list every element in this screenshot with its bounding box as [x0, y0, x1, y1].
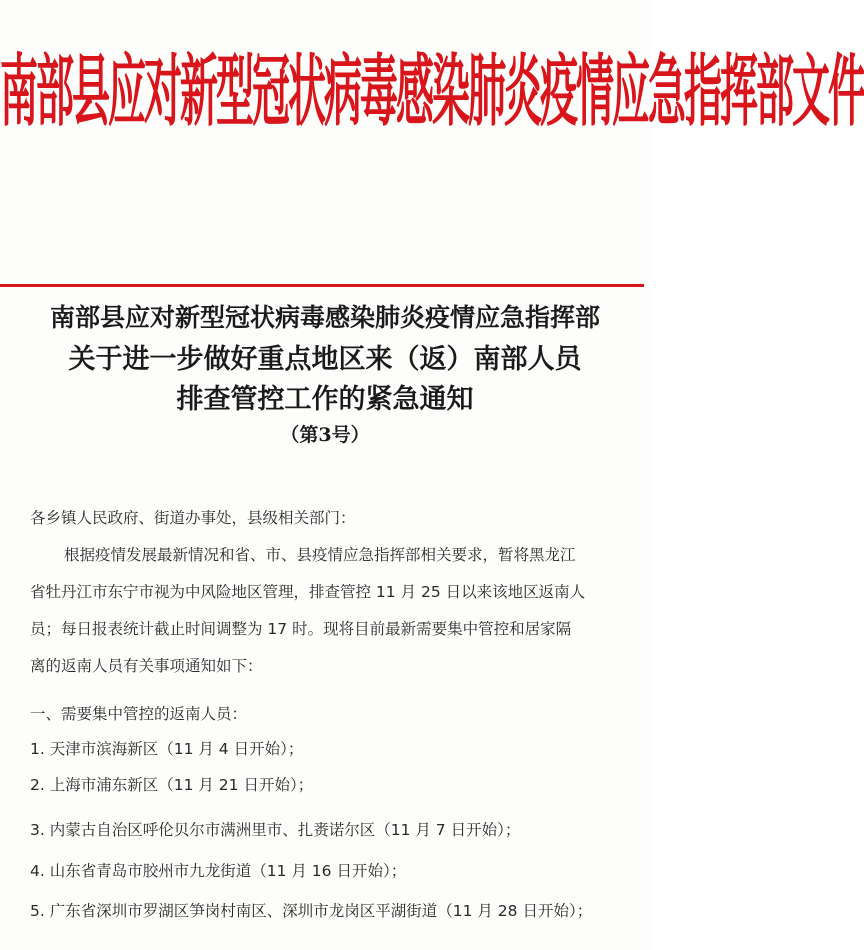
paragraph-line-2: 省牡丹江市东宁市视为中风险地区管理，排查管控 11 月 25 日以来该地区返南人: [30, 583, 586, 601]
paragraph-line-3: 员；每日报表统计截止时间调整为 17 时。现将目前最新需要集中管控和居家隔: [30, 620, 572, 638]
document-masthead: 南部县应对新型冠状病毒感染肺炎疫情应急指挥部文件: [0, 44, 864, 137]
list-item: 5. 广东省深圳市罗湖区笋岗村南区、深圳市龙岗区平湖街道（11 月 28 日开始）；: [30, 902, 593, 920]
salutation: 各乡镇人民政府、街道办事处，县级相关部门：: [30, 509, 356, 527]
list-item: 1. 天津市滨海新区（11 月 4 日开始）；: [30, 740, 304, 758]
list-item: 3. 内蒙古自治区呼伦贝尔市满洲里市、扎赉诺尔区（11 月 7 日开始）；: [30, 821, 521, 839]
title-line-3: 排查管控工作的紧急通知: [176, 384, 474, 415]
paragraph-line-1: 根据疫情发展最新情况和省、市、县疫情应急指挥部相关要求，暂将黑龙江: [64, 546, 576, 564]
red-separator-line: [0, 284, 644, 287]
title-line-2: 关于进一步做好重点地区来（返）南部人员: [68, 344, 582, 375]
document-number: （第3号）: [280, 424, 370, 446]
list-item: 4. 山东省青岛市胶州市九龙街道（11 月 16 日开始）；: [30, 862, 407, 880]
section-heading-1: 一、需要集中管控的返南人员：: [30, 705, 248, 723]
title-line-1: 南部县应对新型冠状病毒感染肺炎疫情应急指挥部: [49, 303, 600, 332]
list-item: 2. 上海市浦东新区（11 月 21 日开始）；: [30, 776, 314, 794]
paragraph-line-4: 离的返南人员有关事项通知如下：: [30, 657, 263, 675]
